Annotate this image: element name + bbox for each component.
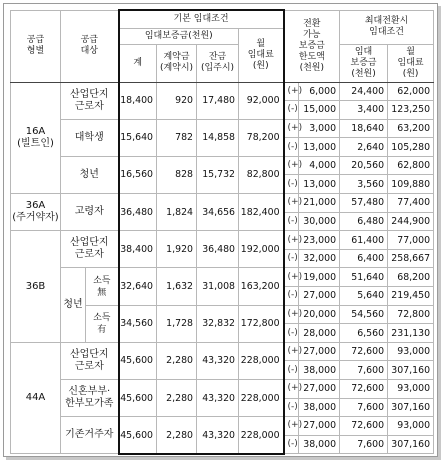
max-deposit-cell	[340, 268, 388, 287]
rent-conditions-table	[10, 9, 434, 455]
max-monthly-cell	[388, 435, 434, 454]
contract-deposit-cell	[157, 380, 197, 417]
cell-text: 1,824	[166, 206, 194, 218]
contract-deposit-cell	[157, 156, 197, 193]
cell-text: (-)	[287, 141, 298, 152]
contract-deposit-cell	[157, 342, 197, 379]
cell-text: 산업단지 근로자	[69, 88, 109, 112]
cell-text: 45,600	[120, 392, 154, 404]
cell-text: 782	[175, 132, 194, 144]
cell-text: 72,600	[351, 420, 385, 432]
max-deposit-cell	[340, 101, 388, 120]
balance-cell	[197, 268, 239, 305]
cell-text: 219,450	[391, 290, 431, 302]
conversion-limit-cell	[299, 417, 340, 436]
cell-text: (+)	[287, 308, 303, 319]
balance-cell	[197, 119, 239, 156]
deposit-total-cell	[119, 417, 157, 454]
monthly-rent-cell	[239, 194, 284, 231]
conversion-limit-cell	[299, 249, 340, 268]
balance-cell	[197, 380, 239, 417]
max-monthly-cell	[388, 305, 434, 324]
cell-text: 20,000	[303, 308, 337, 320]
cell-text: 307,160	[391, 401, 431, 413]
conversion-limit-cell	[299, 398, 340, 417]
balance-cell	[197, 156, 239, 193]
table-row	[11, 231, 434, 250]
max-deposit-cell	[340, 249, 388, 268]
cell-text: 27,000	[303, 383, 337, 395]
cell-text: 3,000	[309, 122, 337, 134]
conversion-limit-cell	[299, 82, 340, 101]
max-deposit-cell	[340, 324, 388, 343]
cell-text: 30,000	[303, 215, 337, 227]
monthly-rent-cell	[239, 342, 284, 379]
cell-text: 3,400	[357, 104, 385, 116]
cell-text: 27,000	[303, 420, 337, 432]
contract-deposit-cell	[157, 119, 197, 156]
deposit-total-cell	[119, 380, 157, 417]
cell-text: 기존거주자	[65, 429, 114, 441]
conversion-limit-cell	[299, 156, 340, 175]
max-deposit-cell	[340, 380, 388, 399]
monthly-rent-cell	[239, 305, 284, 342]
cell-text: 57,480	[351, 197, 385, 209]
max-monthly-cell	[388, 324, 434, 343]
conversion-limit-cell	[299, 324, 340, 343]
max-monthly-cell	[388, 268, 434, 287]
cell-text: (+)	[287, 383, 303, 394]
balance-cell	[197, 82, 239, 119]
max-deposit-cell	[340, 82, 388, 101]
conversion-limit-cell	[299, 212, 340, 231]
supply-target-cell	[61, 231, 119, 268]
cell-text: 77,000	[397, 234, 431, 246]
supply-type-cell	[11, 82, 61, 194]
table-row	[11, 268, 434, 287]
cell-text: 14,858	[202, 132, 236, 144]
cell-text: 6,000	[309, 85, 337, 97]
conversion-limit-cell	[299, 175, 340, 194]
cell-text: 대학생	[74, 131, 104, 143]
cell-text: 2,640	[357, 141, 385, 153]
cell-text: 172,800	[240, 318, 280, 330]
max-monthly-cell	[388, 361, 434, 380]
max-deposit-cell	[340, 119, 388, 138]
cell-text: 45,600	[120, 429, 154, 441]
cell-text: (-)	[287, 290, 298, 301]
cell-text: 소득 有	[93, 312, 111, 335]
conversion-sign	[284, 305, 303, 324]
cell-text: (-)	[287, 215, 298, 226]
cell-text: 920	[175, 95, 194, 107]
header-monthly-rent: 월 임대료 (원)	[239, 28, 284, 82]
balance-cell	[197, 305, 239, 342]
cell-text: 163,200	[240, 281, 280, 293]
cell-text: 청년	[79, 168, 99, 180]
cell-text: (+)	[287, 234, 303, 245]
max-deposit-cell	[340, 212, 388, 231]
cell-text: 19,000	[303, 271, 337, 283]
max-deposit-cell	[340, 231, 388, 250]
cell-text: 77,400	[397, 197, 431, 209]
header-max-monthly: 월 임대료 (원)	[388, 44, 434, 82]
conversion-sign	[284, 435, 299, 454]
cell-text: 43,320	[202, 429, 236, 441]
conversion-limit-cell	[299, 101, 340, 120]
header-basic-conditions: 기본 임대조건	[119, 10, 284, 28]
conversion-limit-cell	[299, 119, 340, 138]
max-monthly-cell	[388, 398, 434, 417]
cell-text: 54,560	[351, 308, 385, 320]
conversion-limit-cell	[299, 380, 340, 399]
cell-text: 92,000	[246, 95, 280, 107]
cell-text: 13,000	[303, 178, 337, 190]
conversion-sign	[284, 268, 303, 287]
table-row	[11, 194, 434, 213]
conversion-limit-cell	[299, 361, 340, 380]
conversion-limit-cell	[299, 305, 340, 324]
cell-text: 62,000	[397, 85, 431, 97]
conversion-limit-cell	[299, 268, 340, 287]
cell-text: 105,280	[391, 141, 431, 153]
table-row	[11, 342, 434, 361]
cell-text: 20,560	[351, 160, 385, 172]
cell-text: 63,200	[397, 122, 431, 134]
supply-target-cell	[61, 156, 119, 193]
contract-deposit-cell	[157, 268, 197, 305]
conversion-limit-cell	[299, 231, 340, 250]
cell-text: 78,200	[246, 132, 280, 144]
cell-text: 258,667	[391, 253, 431, 265]
max-monthly-cell	[388, 417, 434, 436]
max-monthly-cell	[388, 194, 434, 213]
deposit-total-cell	[119, 342, 157, 379]
cell-text: 36A (주거약자)	[12, 200, 59, 224]
supply-target-cell	[61, 119, 119, 156]
cell-text: (+)	[287, 122, 303, 133]
cell-text: 828	[175, 169, 194, 181]
cell-text: (-)	[287, 327, 298, 338]
cell-text: 228,000	[240, 392, 280, 404]
conversion-sign	[284, 380, 303, 399]
conversion-sign	[284, 398, 299, 417]
cell-text: 93,000	[397, 420, 431, 432]
supply-target-cell	[61, 380, 119, 417]
max-deposit-cell	[340, 194, 388, 213]
cell-text: 182,400	[240, 206, 280, 218]
cell-text: 72,600	[351, 346, 385, 358]
cell-text: 21,000	[303, 197, 337, 209]
cell-text: 38,000	[303, 364, 337, 376]
cell-text: 244,900	[391, 215, 431, 227]
conversion-sign	[284, 324, 299, 343]
income-sub-cell	[86, 305, 119, 342]
table-row	[11, 82, 434, 101]
cell-text: (+)	[287, 85, 303, 96]
max-deposit-cell	[340, 417, 388, 436]
monthly-rent-cell	[239, 119, 284, 156]
cell-text: (-)	[287, 401, 298, 412]
header-balance: 잔금 (입주시)	[197, 44, 239, 82]
cell-text: 고령자	[74, 206, 104, 218]
cell-text: 62,800	[397, 160, 431, 172]
cell-text: 18,400	[120, 95, 154, 107]
header-supply-target: 공급 대상	[61, 10, 119, 82]
cell-text: 7,600	[357, 364, 385, 376]
supply-type-cell	[11, 342, 61, 454]
cell-text: 1,632	[166, 281, 194, 293]
cell-text: 36,480	[202, 243, 236, 255]
cell-text: 36,480	[120, 206, 154, 218]
max-deposit-cell	[340, 156, 388, 175]
supply-type-cell	[11, 231, 61, 343]
income-sub-cell	[86, 268, 119, 305]
cell-text: 123,250	[391, 104, 431, 116]
cell-text: 34,656	[202, 206, 236, 218]
table-row	[11, 156, 434, 175]
cell-text: (+)	[287, 197, 303, 208]
balance-cell	[197, 417, 239, 454]
cell-text: 307,160	[391, 439, 431, 451]
header-max-conversion: 최대전환시 임대조건	[340, 10, 434, 44]
contract-deposit-cell	[157, 82, 197, 119]
cell-text: 93,000	[397, 346, 431, 358]
cell-text: 93,000	[397, 383, 431, 395]
balance-cell	[197, 194, 239, 231]
balance-cell	[197, 231, 239, 268]
deposit-total-cell	[119, 305, 157, 342]
balance-cell	[197, 342, 239, 379]
conversion-sign	[284, 249, 299, 268]
conversion-sign	[284, 138, 299, 157]
cell-text: 2,280	[166, 392, 194, 404]
conversion-sign	[284, 342, 303, 361]
cell-text: 43,320	[202, 392, 236, 404]
conversion-limit-cell	[299, 138, 340, 157]
header-conversion-limit: 전환 가능 보증금 한도액 (천원)	[284, 10, 340, 82]
conversion-limit-cell	[299, 287, 340, 306]
cell-text: 45,600	[120, 355, 154, 367]
table-row	[11, 417, 434, 436]
header-supply-type: 공급 형별	[11, 10, 61, 82]
cell-text: 4,000	[309, 160, 337, 172]
conversion-sign	[284, 82, 303, 101]
monthly-rent-cell	[239, 231, 284, 268]
cell-text: 16A (빌트인)	[17, 125, 54, 149]
contract-deposit-cell	[157, 417, 197, 454]
max-deposit-cell	[340, 398, 388, 417]
cell-text: 231,130	[391, 327, 431, 339]
max-monthly-cell	[388, 119, 434, 138]
cell-text: 38,000	[303, 439, 337, 451]
header-contract-deposit: 계약금 (계약시)	[157, 44, 197, 82]
cell-text: 32,640	[120, 281, 154, 293]
supply-target-cell	[61, 194, 119, 231]
header-deposit-group: 임대보증금(천원)	[119, 28, 239, 44]
contract-deposit-cell	[157, 231, 197, 268]
cell-text: 7,600	[357, 439, 385, 451]
conversion-sign	[284, 101, 299, 120]
cell-text: 24,400	[351, 85, 385, 97]
monthly-rent-cell	[239, 417, 284, 454]
conversion-sign	[284, 175, 299, 194]
cell-text: (+)	[287, 271, 303, 282]
max-monthly-cell	[388, 156, 434, 175]
conversion-sign	[284, 361, 299, 380]
cell-text: 28,000	[303, 327, 337, 339]
monthly-rent-cell	[239, 380, 284, 417]
cell-text: (-)	[287, 364, 298, 375]
contract-deposit-cell	[157, 194, 197, 231]
table-row	[11, 119, 434, 138]
cell-text: 16,560	[120, 169, 154, 181]
deposit-total-cell	[119, 268, 157, 305]
deposit-total-cell	[119, 119, 157, 156]
conversion-limit-cell	[299, 342, 340, 361]
max-monthly-cell	[388, 175, 434, 194]
conversion-sign	[284, 119, 303, 138]
max-monthly-cell	[388, 212, 434, 231]
max-monthly-cell	[388, 249, 434, 268]
deposit-total-cell	[119, 156, 157, 193]
cell-text: (+)	[287, 346, 303, 357]
cell-text: 51,640	[351, 271, 385, 283]
contract-deposit-cell	[157, 305, 197, 342]
cell-text: 2,280	[166, 355, 194, 367]
cell-text: 1,728	[166, 318, 194, 330]
cell-text: (-)	[287, 253, 298, 264]
cell-text: (-)	[287, 439, 298, 450]
cell-text: 13,000	[303, 141, 337, 153]
cell-text: 6,560	[357, 327, 385, 339]
conversion-sign	[284, 212, 299, 231]
cell-text: 청년	[63, 299, 83, 311]
cell-text: 34,560	[120, 318, 154, 330]
monthly-rent-cell	[239, 156, 284, 193]
max-monthly-cell	[388, 380, 434, 399]
max-deposit-cell	[340, 175, 388, 194]
max-monthly-cell	[388, 82, 434, 101]
conversion-sign	[284, 156, 303, 175]
cell-text: 68,200	[397, 271, 431, 283]
cell-text: 61,400	[351, 234, 385, 246]
max-monthly-cell	[388, 287, 434, 306]
max-deposit-cell	[340, 435, 388, 454]
table-row	[11, 380, 434, 399]
cell-text: 228,000	[240, 429, 280, 441]
cell-text: 27,000	[303, 290, 337, 302]
cell-text: (+)	[287, 420, 303, 431]
cell-text: 7,600	[357, 401, 385, 413]
cell-text: 23,000	[303, 234, 337, 246]
cell-text: 307,160	[391, 364, 431, 376]
cell-text: 6,480	[357, 215, 385, 227]
cell-text: 72,800	[397, 308, 431, 320]
cell-text: 소득 無	[93, 275, 111, 298]
cell-text: 32,000	[303, 253, 337, 265]
monthly-rent-cell	[239, 268, 284, 305]
supply-type-cell	[11, 194, 61, 231]
cell-text: 산업단지 근로자	[69, 237, 109, 261]
cell-text: 2,280	[166, 429, 194, 441]
cell-text: 3,560	[357, 178, 385, 190]
cell-text: 109,880	[391, 178, 431, 190]
cell-text: 32,832	[202, 318, 236, 330]
conversion-sign	[284, 287, 299, 306]
conversion-limit-cell	[299, 435, 340, 454]
cell-text: 18,640	[351, 122, 385, 134]
cell-text: 38,400	[120, 243, 154, 255]
supply-target-cell	[61, 268, 86, 342]
deposit-total-cell	[119, 82, 157, 119]
supply-target-cell	[61, 342, 119, 379]
cell-text: 82,800	[246, 169, 280, 181]
cell-text: (+)	[287, 160, 303, 171]
cell-text: 15,000	[303, 104, 337, 116]
max-monthly-cell	[388, 342, 434, 361]
max-monthly-cell	[388, 231, 434, 250]
conversion-limit-cell	[299, 194, 340, 213]
cell-text: 228,000	[240, 355, 280, 367]
cell-text: (-)	[287, 178, 298, 189]
cell-text: 6,400	[357, 253, 385, 265]
supply-target-cell	[61, 417, 119, 454]
monthly-rent-cell	[239, 82, 284, 119]
cell-text: 5,640	[357, 290, 385, 302]
header-total: 계	[119, 44, 157, 82]
conversion-sign	[284, 194, 303, 213]
max-monthly-cell	[388, 138, 434, 157]
max-deposit-cell	[340, 287, 388, 306]
deposit-total-cell	[119, 194, 157, 231]
cell-text: 36B	[25, 280, 46, 292]
cell-text: 38,000	[303, 401, 337, 413]
header-max-deposit: 임대 보증금 (천원)	[340, 44, 388, 82]
supply-target-cell	[61, 82, 119, 119]
cell-text: 15,732	[202, 169, 236, 181]
cell-text: 43,320	[202, 355, 236, 367]
max-deposit-cell	[340, 342, 388, 361]
deposit-total-cell	[119, 231, 157, 268]
max-monthly-cell	[388, 101, 434, 120]
cell-text: (-)	[287, 104, 298, 115]
cell-text: 44A	[25, 392, 46, 404]
cell-text: 192,000	[240, 243, 280, 255]
max-deposit-cell	[340, 361, 388, 380]
max-deposit-cell	[340, 305, 388, 324]
cell-text: 72,600	[351, 383, 385, 395]
conversion-sign	[284, 231, 303, 250]
cell-text: 17,480	[202, 95, 236, 107]
cell-text: 1,920	[166, 243, 194, 255]
conversion-sign	[284, 417, 303, 436]
cell-text: 15,640	[120, 132, 154, 144]
cell-text: 31,008	[202, 281, 236, 293]
cell-text: 신혼부부· 한부모가족	[65, 386, 114, 410]
cell-text: 27,000	[303, 346, 337, 358]
cell-text: 산업단지 근로자	[69, 348, 109, 372]
max-deposit-cell	[340, 138, 388, 157]
